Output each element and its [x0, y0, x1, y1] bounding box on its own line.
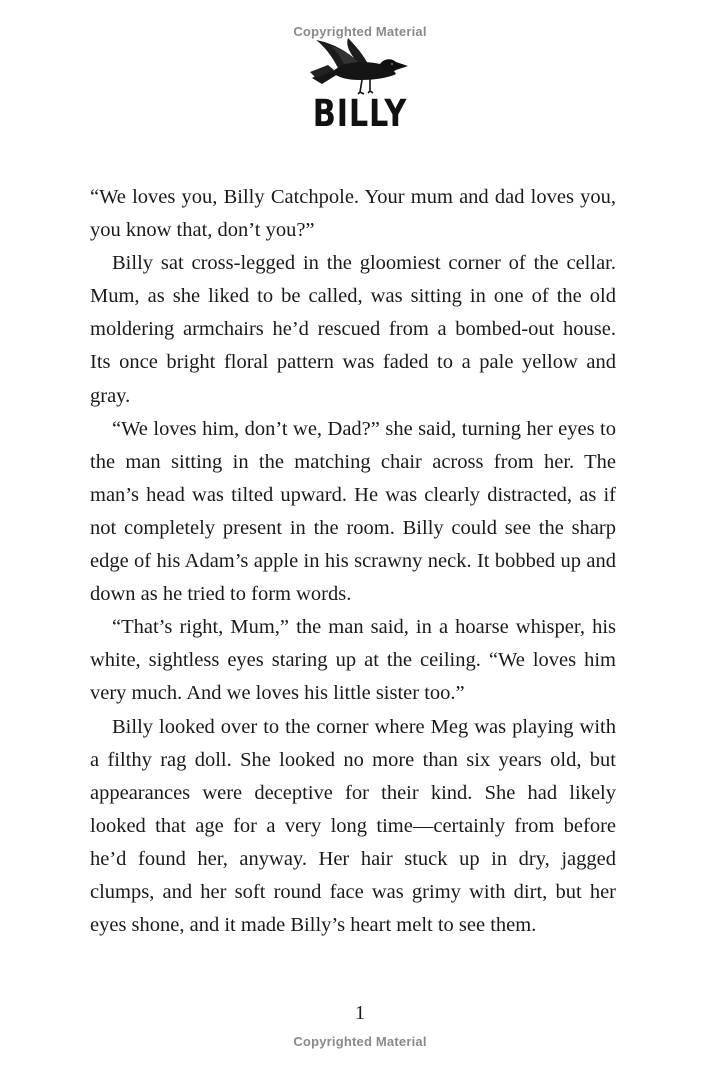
copyright-watermark-top: Copyrighted Material	[293, 24, 427, 39]
paragraph: “That’s right, Mum,” the man said, in a hoarse whisper, his white, sightless eyes staring up at the ceiling. “We loves him very much. And we loves his little sister too.”	[90, 616, 616, 705]
crow-icon	[308, 34, 412, 96]
paragraph: “We loves you, Billy Catchpole. Your mum and dad loves you, you know that, don’t you?”	[90, 186, 616, 242]
chapter-title: BILLY	[312, 92, 408, 135]
paragraph: Billy looked over to the corner where Meg was playing with a filthy rag doll. She looked no more than six years old, but appearances were deceptive for their kind. She had likely looked that age for a very long time—certainly from before he’d found her, anyway. Her hair stuck up in dry, jagged clumps, and her soft round face was grimy with dirt, but her eyes shone, and it made Billy’s heart melt to see them.	[90, 715, 616, 937]
paragraph: Billy sat cross-legged in the gloomiest corner of the cellar. Mum, as she liked to be called, was sitting in one of the old moldering armchairs he’d rescued from a bombed-out house. Its once bright floral pattern was faded to a pale yellow and gray.	[90, 252, 616, 407]
chapter-body	[90, 181, 616, 942]
copyright-watermark-bottom: Copyrighted Material	[293, 1034, 427, 1049]
page-number: 1	[355, 1002, 365, 1024]
paragraph: “We loves him, don’t we, Dad?” she said, turning her eyes to the man sitting in the matching chair across from her. The man’s head was tilted upward. He was clearly distracted, as if not completely present in the room. Billy could see the sharp edge of his Adam’s apple in his scrawny neck. It bobbed up and down as he tried to form words.	[90, 417, 616, 606]
